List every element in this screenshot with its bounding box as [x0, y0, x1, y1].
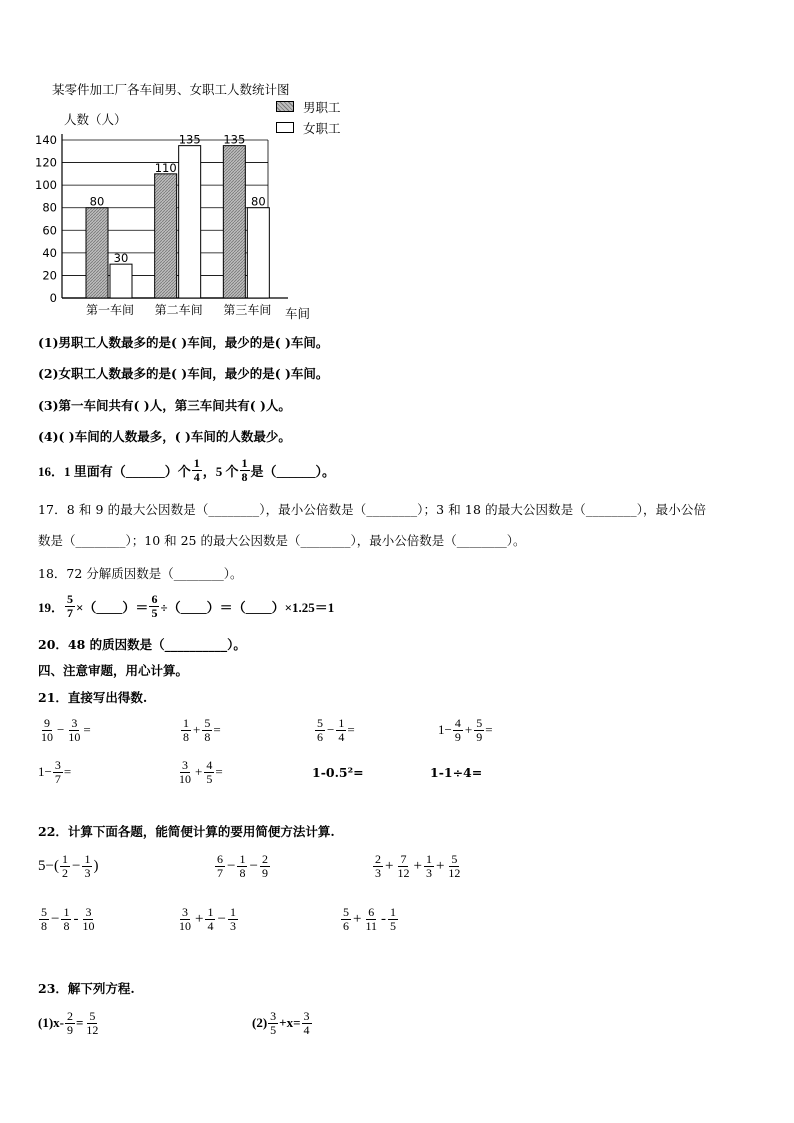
q16-fraction-2: $\frac{1}{8}$ [241, 455, 248, 484]
q19-text-b: ÷（____）＝（____）×1.25＝1 [160, 599, 335, 615]
y-tick-label: 40 [42, 245, 57, 260]
bar-value-label: 110 [154, 160, 177, 175]
q15-s1: (1)男职工人数最多的是( )车间，最少的是( )车间。 [38, 335, 329, 350]
y-tick-label: 100 [35, 178, 57, 193]
q21-expr-3: $\frac{5}{6}$ − $\frac{1}{4}$ = [317, 715, 355, 744]
q16-text-b: ，5 个 [202, 463, 239, 479]
bar-value-label: 80 [89, 194, 105, 209]
x-category-label: 第三车间 [223, 303, 272, 317]
x-category-label: 第二车间 [154, 303, 203, 317]
bar-female [179, 146, 201, 298]
q21-title: 21．直接写出得数. [38, 690, 148, 705]
q23-title: 23．解下列方程. [38, 981, 135, 996]
q22-expr-1: 5−( $\frac{1}{2}$ − $\frac{1}{3}$ ) [38, 851, 99, 880]
q17-line2: 数是（________）；10 和 25 的最大公因数是（________），最小公倍数是（________）。 [38, 533, 526, 548]
q18: 18．72 分解质因数是（________）。 [38, 566, 243, 581]
q19-pre: 19． [38, 599, 65, 615]
q22-expr-5: $\frac{3}{10}$ + $\frac{1}{4}$ − $\frac{1}{3}$ [179, 904, 236, 933]
q16-text-c: 是（______）。 [250, 463, 336, 479]
q19-text-a: ×（____）＝ [76, 599, 149, 615]
q15-s2: (2)女职工人数最多的是( )车间，最少的是( )车间。 [38, 366, 329, 381]
y-tick-label: 20 [42, 268, 57, 283]
q21-expr-4: 1− $\frac{4}{9}$ + $\frac{5}{9}$ = [438, 715, 493, 744]
q15-s3: (3)第一车间共有( )人，第三车间共有( )人。 [38, 398, 291, 413]
chart-xlabel: 车间 [285, 306, 311, 321]
y-tick-label: 120 [35, 155, 57, 170]
y-tick-label: 80 [42, 200, 57, 215]
bar-female [247, 208, 269, 298]
q19-fraction-2: $\frac{6}{5}$ [151, 591, 158, 620]
x-category-label: 第一车间 [85, 303, 135, 317]
y-tick-label: 60 [42, 223, 57, 238]
bar-male [155, 174, 177, 298]
q22-expr-3: $\frac{2}{3}$ + $\frac{7}{12}$ + $\frac{1}{3}$ + $\frac{5}{12}$ [375, 851, 461, 880]
q16 [38, 452, 335, 488]
q22-expr-4: $\frac{5}{8}$ − $\frac{1}{8}$ - $\frac{3}{10}$ [41, 904, 95, 933]
q15-s4: (4)( )车间的人数最多，( )车间的人数最少。 [38, 429, 291, 444]
q16-text-a: 16．1 里面有（______）个 [38, 463, 191, 479]
section-4-heading: 四、注意审题，用心计算。 [38, 663, 189, 678]
q19-fraction-1: $\frac{5}{7}$ [67, 591, 74, 620]
legend-female-swatch [276, 122, 294, 133]
q21-expr-8: 1-1÷4= [430, 765, 483, 780]
legend-female-label: 女职工 [303, 121, 341, 136]
bar-male [223, 146, 245, 298]
q22-expr-2: $\frac{6}{7}$ − $\frac{1}{8}$ − $\frac{2}{9}$ [217, 851, 268, 880]
q21-expr-7: 1-0.5²= [312, 765, 364, 780]
legend-male-label: 男职工 [303, 100, 341, 115]
q22-expr-6: $\frac{5}{6}$ + $\frac{6}{11}$ - $\frac{1}{5}$ [343, 904, 397, 933]
chart-ylabel: 人数（人） [64, 112, 127, 127]
bar-value-label: 80 [251, 194, 266, 209]
q21-expr-2: $\frac{1}{8}$ + $\frac{5}{8}$ = [183, 715, 221, 744]
q21-expr-5: 1− $\frac{3}{7}$ = [38, 757, 72, 786]
bar-value-label: 30 [113, 251, 129, 266]
y-tick-label: 140 [35, 133, 57, 147]
y-tick-label: 0 [49, 291, 57, 305]
legend-male-swatch [276, 101, 294, 112]
q17-line1: 17．8 和 9 的最大公因数是（________），最小公倍数是（________）；3 和 18 的最大公因数是（________），最小公倍 [38, 502, 707, 517]
q19 [38, 590, 334, 622]
q22-title: 22．计算下面各题，能简便计算的要用简便方法计算. [38, 824, 335, 839]
bar-female [110, 264, 132, 298]
q23-eq-2: (2) $\frac{3}{5}$ +x= $\frac{3}{4}$ [252, 1008, 310, 1037]
q16-fraction-1: $\frac{1}{4}$ [193, 455, 200, 484]
bar-value-label: 135 [178, 132, 201, 147]
q23-eq-1: (1)x- $\frac{2}{9}$ = $\frac{5}{12}$ [38, 1008, 99, 1037]
chart-title: 某零件加工厂各车间男、女职工人数统计图 [52, 82, 290, 97]
bar-value-label: 135 [223, 132, 246, 147]
q21-expr-1: $\frac{9}{10}$ − $\frac{3}{10}$ = [41, 715, 91, 744]
bar-male [86, 208, 108, 298]
q20: 20．48 的质因数是（__________）。 [38, 637, 246, 652]
q21-expr-6: $\frac{3}{10}$ + $\frac{4}{5}$ = [179, 757, 223, 786]
